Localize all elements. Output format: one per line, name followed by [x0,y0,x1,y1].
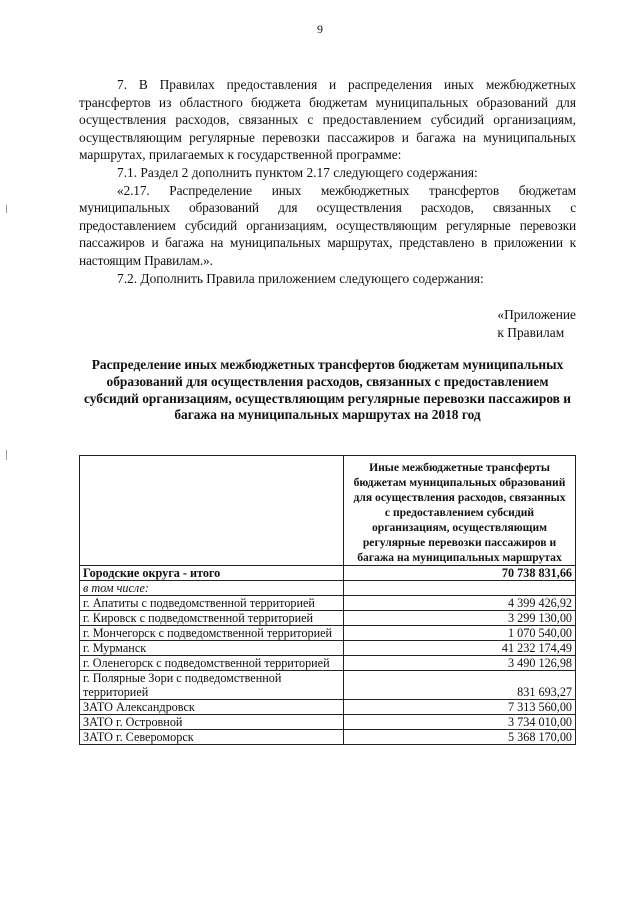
table-row [80,626,576,641]
appendix-label-line2: к Правилам [497,324,565,340]
row-name: г. Оленегорск с подведомственной территорией [80,656,344,671]
table-row [80,656,576,671]
table-row [80,715,576,730]
subheader-label: в том числе: [80,581,344,596]
row-value: 3 734 010,00 [344,715,576,730]
header-left-cell [80,456,344,566]
row-value: 41 232 174,49 [344,641,576,656]
row-value: 5 368 170,00 [344,730,576,745]
appendix-label-line1: «Приложение [497,307,576,322]
row-name: ЗАТО г. Североморск [80,730,344,745]
row-name: г. Полярные Зори с подведомственной территорией [80,671,344,700]
table-row [80,596,576,611]
row-value: 3 299 130,00 [344,611,576,626]
table-row [80,730,576,745]
table-row [80,671,576,700]
row-value: 1 070 540,00 [344,626,576,641]
paragraph-2-17: «2.17. Распределение иных межбюджетных трансфертов бюджетам муниципальных образований для осуществления расходов, связанных с предоставлением субсидий организациям, осуществляющим регулярные перевозки пассажиров и багажа на муниципальных маршрутах, представлено в приложении к настоящим Правилам.». [79,182,576,268]
row-name: г. Апатиты с подведомственной территорией [80,596,344,611]
table-row [80,700,576,715]
appendix-label [79,306,576,341]
row-name: ЗАТО г. Островной [80,715,344,730]
row-name: г. Кировск с подведомственной территорией [80,611,344,626]
table-title: Распределение иных межбюджетных трансфертов бюджетам муниципальных образований для осуществления расходов, связанных с предоставлением субсидий организациям, осуществляющим регулярные перевозки пассажиров и багажа на муниципальных маршрутах на 2018 год [84,357,571,423]
distribution-table [79,455,576,745]
paragraph-7: 7. В Правилах предоставления и распределения иных межбюджетных трансфертов из областного бюджета бюджетам муниципальных образований для осуществления расходов, связанных с предоставлением субсидий организациям, осуществляющим регулярные перевозки пассажиров и багажа на муниципальных маршрутах, прилагаемых к государственной программе: [79,77,576,163]
row-value: 4 399 426,92 [344,596,576,611]
paragraph-7-1: 7.1. Раздел 2 дополнить пунктом 2.17 следующего содержания: [117,164,478,180]
table-row [80,611,576,626]
row-name: ЗАТО Александровск [80,700,344,715]
paragraph-7-2: 7.2. Дополнить Правила приложением следующего содержания: [117,270,484,286]
total-row [80,566,576,581]
row-value: 3 490 126,98 [344,656,576,671]
subheader-empty [344,581,576,596]
scan-mark [6,450,7,460]
header-right-cell: Иные межбюджетные трансферты бюджетам муниципальных образований для осуществления расходов, связанных с предоставлением субсидий организациям, осуществляющим регулярные перевозки пассажиров и багажа на муниципальных маршрутах [344,456,576,566]
table-row [80,641,576,656]
page-number: 9 [317,22,323,36]
subheader-row [80,581,576,596]
total-name: Городские округа - итого [80,566,344,581]
row-name: г. Мончегорск с подведомственной территорией [80,626,344,641]
row-value: 7 313 560,00 [344,700,576,715]
scan-mark [6,205,7,213]
row-value: 831 693,27 [344,671,576,700]
total-value: 70 738 831,66 [344,566,576,581]
body-text [79,76,576,287]
table-header-row [80,456,576,566]
row-name: г. Мурманск [80,641,344,656]
